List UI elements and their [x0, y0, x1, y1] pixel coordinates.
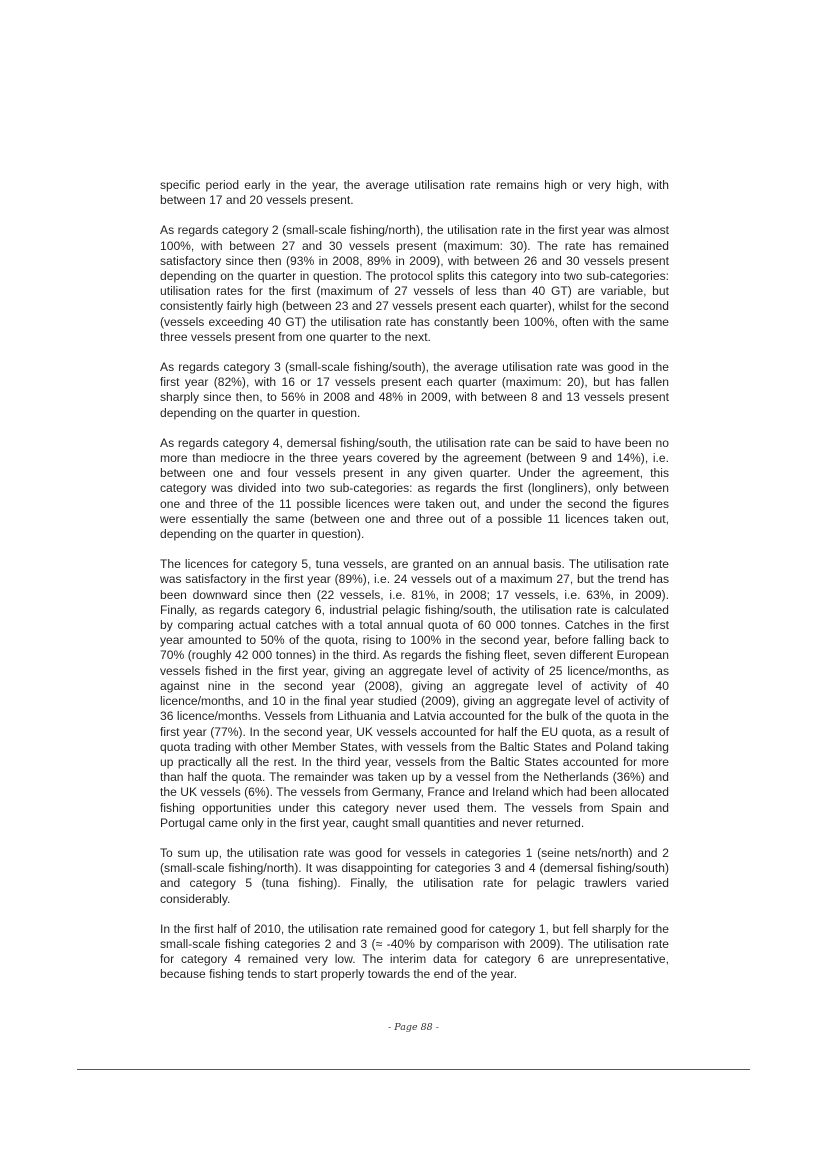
paragraph-3: As regards category 3 (small-scale fishing/south), the average utilisation rate was good in the first year (82%), with 16 or 17 vessels present each quarter (maximum: 20), but has fallen sharply since then, to 56% in 2008 and 48% in 2009, with between 8 and 13 vessels present depending on the quarter in question. [160, 360, 669, 420]
paragraph-7: In the first half of 2010, the utilisation rate remained good for category 1, but fell sharply for the small-scale fishing categories 2 and 3 (≈ -40% by comparison with 2009). The utilisation rate for category 4 remained very low. The interim data for category 6 are unrepresentative, because fishing tends to start properly towards the end of the year. [160, 921, 669, 982]
body-text [160, 178, 669, 998]
paragraph-2: As regards category 2 (small-scale fishing/north), the utilisation rate in the first year was almost 100%, with between 27 and 30 vessels present (maximum: 30). The rate has remained satisfactory since then (93% in 2008, 89% in 2009), with between 26 and 30 vessels present depending on the quarter in question. The protocol splits this category into two sub-categories: utilisation rates for the first (maximum of 27 vessels of less than 40 GT) are variable, but consistently fairly high (between 23 and 27 vessels present each quarter), whilst for the second (vessels exceeding 40 GT) the utilisation rate has constantly been 100%, often with the same three vessels present from one quarter to the next. [160, 223, 669, 344]
paragraph-1: specific period early in the year, the average utilisation rate remains high or very high, with between 17 and 20 vessels present. [160, 178, 669, 208]
page-number: - Page 88 - [388, 1022, 439, 1033]
paragraph-6: To sum up, the utilisation rate was good for vessels in categories 1 (seine nets/north) and 2 (small-scale fishing/north). It was disappointing for categories 3 and 4 (demersal fishing/south) and category 5 (tuna fishing). Finally, the utilisation rate for pelagic trawlers varied considerably. [160, 845, 669, 906]
paragraph-5: The licences for category 5, tuna vessels, are granted on an annual basis. The utilisation rate was satisfactory in the first year (89%), i.e. 24 vessels out of a maximum 27, but the trend has been downward since then (22 vessels, i.e. 81%, in 2008; 17 vessels, i.e. 63%, in 2009). Finally, as regards category 6, industrial pelagic fishing/south, the utilisation rate is calculated by comparing actual catches with a total annual quota of 60 000 tonnes. Catches in the first year amounted to 50% of the quota, rising to 100% in the second year, before falling back to 70% (roughly 42 000 tonnes) in the third. As regards the fishing fleet, seven different European vessels fished in the first year, giving an aggregate level of activity of 25 licence/months, as against nine in the second year (2008), giving an aggregate level of activity of 40 licence/months, and 10 in the final year studied (2009), giving an aggregate level of activity of 36 licence/months. Vessels from Lithuania and Latvia accounted for the bulk of the quota in the first year (77%). In the second year, UK vessels accounted for half the EU quota, as a result of quota trading with other Member States, with vessels from the Baltic States and Poland taking up practically all the rest. In the third year, vessels from the Baltic States accounted for more than half the quota. The remainder was taken up by a vessel from the Netherlands (36%) and the UK vessels (6%). The vessels from Germany, France and Ireland which had been allocated fishing opportunities under this category never used them. The vessels from Spain and Portugal came only in the first year, caught small quantities and never returned. [160, 557, 669, 830]
paragraph-4: As regards category 4, demersal fishing/south, the utilisation rate can be said to have been no more than mediocre in the three years covered by the agreement (between 9 and 14%), i.e. between one and four vessels present in any given quarter. Under the agreement, this category was divided into two sub-categories: as regards the first (longliners), only between one and three of the 11 possible licences were taken out, and under the second the figures were essentially the same (between one and three out of a possible 11 licences taken out, depending on the quarter in question). [160, 435, 669, 542]
footer-divider [77, 1069, 750, 1070]
